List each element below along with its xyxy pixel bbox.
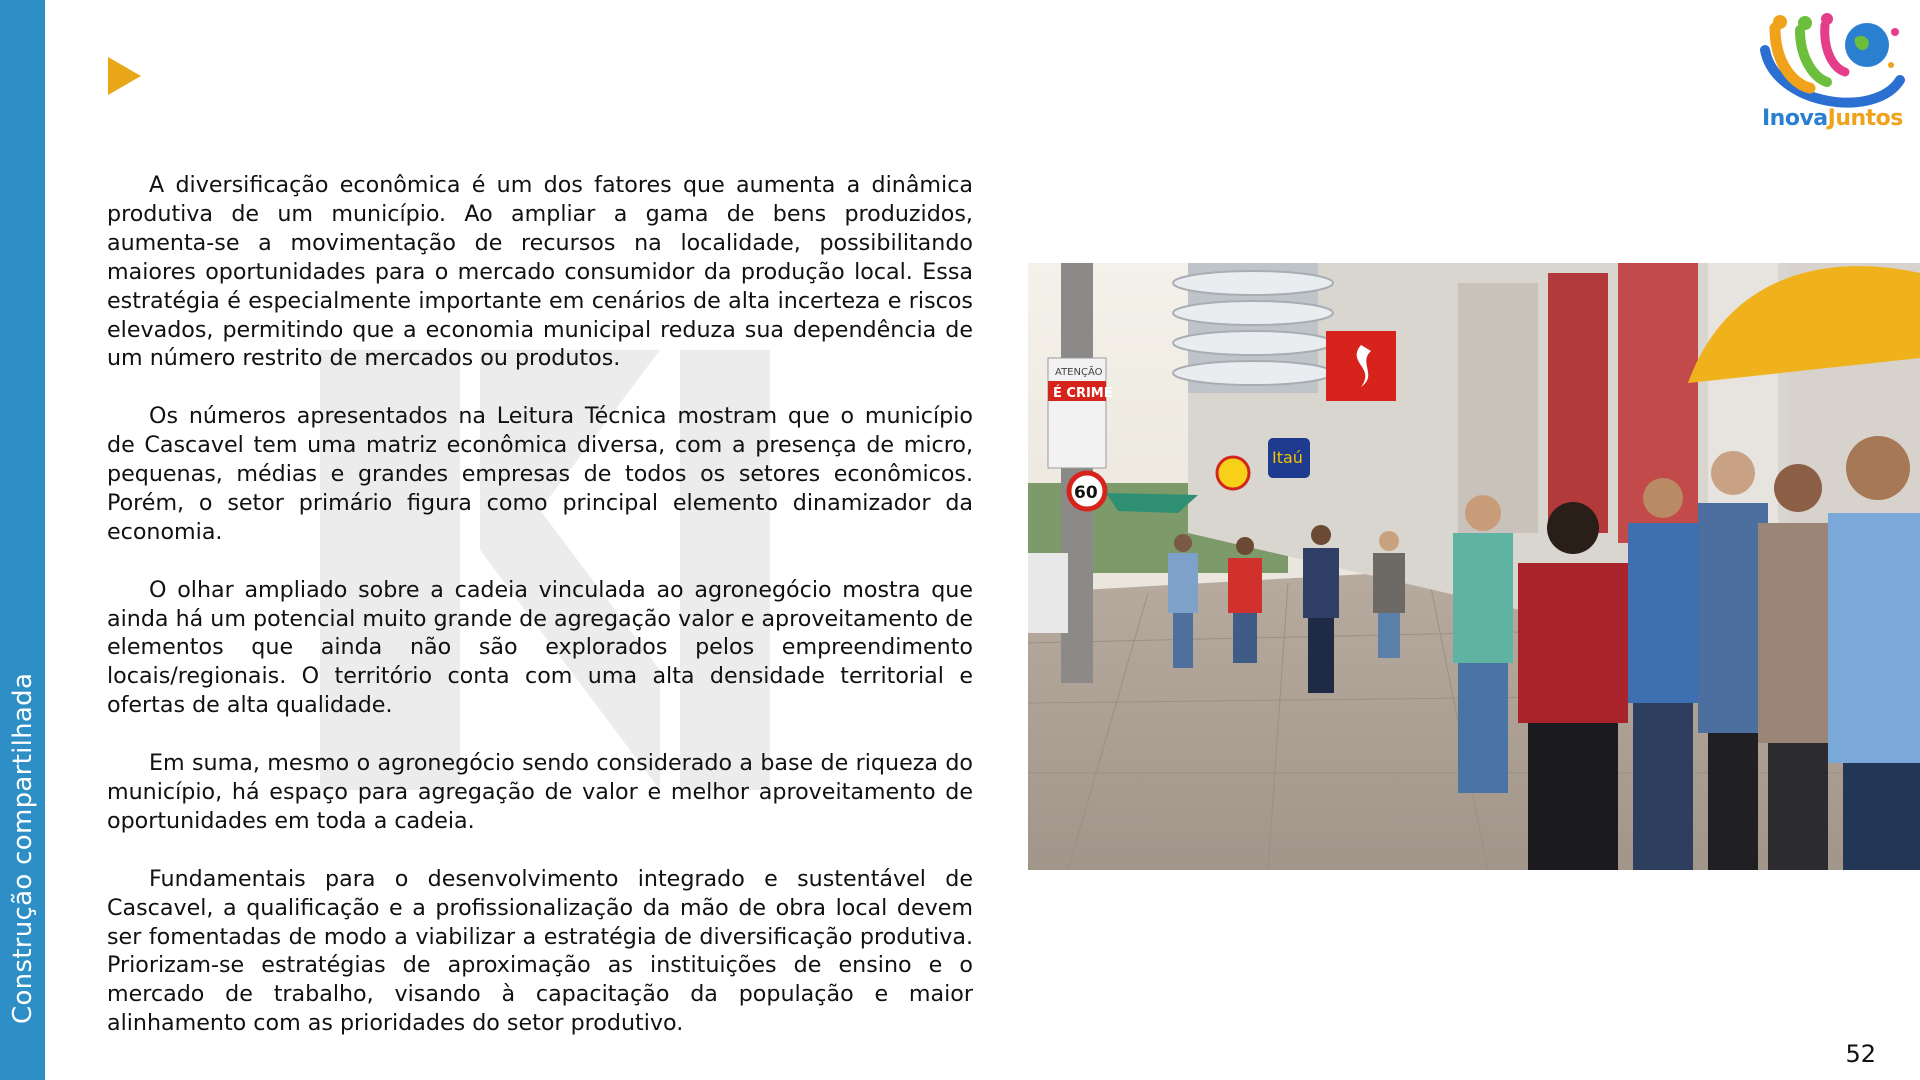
paragraph-3: O olhar ampliado sobre a cadeia vinculada ao agronegócio mostra que ainda há um potencial muito grande de agregação valor e aproveitamento de elementos que ainda não são explorados pelos empreendimento locais/regionais. O território conta com uma alta densidade territorial e ofertas de alta qualidade. — [107, 576, 973, 719]
body-text — [107, 171, 973, 1067]
sign-crime: É CRIME — [1053, 386, 1113, 401]
page-number: 52 — [1845, 1040, 1876, 1068]
paragraph-5: Fundamentais para o desenvolvimento integrado e sustentável de Cascavel, a qualificação e a profissionalização da mão de obra local devem ser fomentadas de modo a viabilizar a estratégia de diversificação produtiva. Priorizam-se estratégias de aproximação as instituições de ensino e o mercado de trabalho, visando à capacitação da população e maior alinhamento com as prioridades do setor produtivo. — [107, 865, 973, 1037]
logo-word-inova: Inova — [1762, 106, 1828, 131]
play-triangle-icon — [108, 57, 141, 95]
logo-word-juntos: Juntos — [1827, 106, 1903, 131]
paragraph-1: A diversificação econômica é um dos fatores que aumenta a dinâmica produtiva de um município. Ao ampliar a gama de bens produzidos, aumenta-se a movimentação de recursos na localidade, possibilitando maiores oportunidades para o mercado consumidor da produção local. Essa estratégia é especialmente importante em cenários de alta incerteza e riscos elevados, permitindo que a economia municipal reduza sua dependência de um número restrito de mercados ou produtos. — [107, 172, 973, 372]
itau-sign-text: Itaú — [1272, 448, 1303, 467]
sign-attention: ATENÇÃO — [1055, 367, 1103, 378]
logo-wordmark — [1762, 106, 1903, 131]
paragraph-4: Em suma, mesmo o agronegócio sendo considerado a base de riqueza do município, há espaço para agregação de valor e melhor aproveitamento de oportunidades em toda a cadeia. — [107, 750, 973, 834]
street-photo — [1028, 263, 1920, 870]
sidebar-label: Construção compartilhada — [8, 672, 38, 1024]
paragraph-2: Os números apresentados na Leitura Técnica mostram que o município de Cascavel tem uma matriz econômica diversa, com a presença de micro, pequenas, médias e grandes empresas de todos os setores econômicos. Porém, o setor primário figura como principal elemento dinamizador da economia. — [107, 403, 973, 545]
sidebar-band — [0, 0, 45, 1080]
speed-limit-sign: 60 — [1074, 483, 1098, 503]
street-scene — [1028, 263, 1920, 870]
